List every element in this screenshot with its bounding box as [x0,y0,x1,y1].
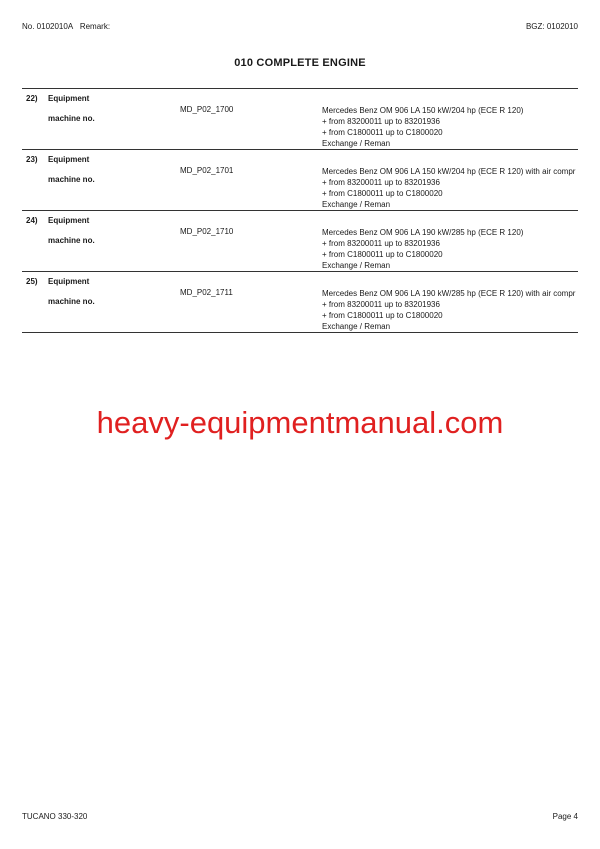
description-line: + from C1800011 up to C1800020 [322,311,443,320]
description-line: + from C1800011 up to C1800020 [322,128,443,137]
remark-label: Remark: [79,22,111,31]
model-name: TUCANO 330-320 [22,812,88,821]
row-number: 25) [26,277,38,286]
part-code: MD_P02_1710 [180,227,234,236]
part-description [322,227,578,271]
page-number: Page 4 [552,812,578,821]
bgz-number: BGZ: 0102010 [525,22,578,31]
machine-no-label: machine no. [48,114,95,123]
description-line: + from 83200011 up to 83201936 [322,178,440,187]
description-line: + from 83200011 up to 83201936 [322,300,440,309]
watermark-text: heavy-equipmentmanual.com [96,405,504,440]
row-number: 23) [26,155,38,164]
table-row [22,211,578,272]
row-number: 24) [26,216,38,225]
machine-no-label: machine no. [48,236,95,245]
parts-table [22,88,578,333]
part-code: MD_P02_1701 [180,166,234,175]
doc-number-remark [22,22,110,31]
description-line: Mercedes Benz OM 906 LA 150 kW/204 hp (ECE R 120) with air compr [322,167,576,176]
description-line: + from C1800011 up to C1800020 [322,189,443,198]
description-line: Mercedes Benz OM 906 LA 150 kW/204 hp (ECE R 120) [322,106,524,115]
description-line: Exchange / Reman [322,200,391,209]
doc-number: No. 0102010A [22,22,74,31]
part-description [322,105,578,149]
description-line: Exchange / Reman [322,322,391,331]
part-description [322,288,578,332]
row-number: 22) [26,94,38,103]
part-code: MD_P02_1711 [180,288,233,297]
description-line: + from C1800011 up to C1800020 [322,250,443,259]
equipment-label: Equipment [48,216,90,225]
machine-no-label: machine no. [48,175,95,184]
equipment-label: Equipment [48,277,90,286]
description-line: Exchange / Reman [322,261,391,270]
description-line: Mercedes Benz OM 906 LA 190 kW/285 hp (ECE R 120) with air compr [322,289,576,298]
machine-no-label: machine no. [48,297,95,306]
description-line: + from 83200011 up to 83201936 [322,117,440,126]
description-line: Exchange / Reman [322,139,391,148]
equipment-label: Equipment [48,94,90,103]
description-line: + from 83200011 up to 83201936 [322,239,440,248]
part-code: MD_P02_1700 [180,105,234,114]
equipment-label: Equipment [48,155,90,164]
description-line: Mercedes Benz OM 906 LA 190 kW/285 hp (ECE R 120) [322,228,524,237]
part-description [322,166,578,210]
table-row [22,150,578,211]
table-row [22,89,578,150]
table-row [22,272,578,333]
section-title: 010 COMPLETE ENGINE [234,57,366,69]
